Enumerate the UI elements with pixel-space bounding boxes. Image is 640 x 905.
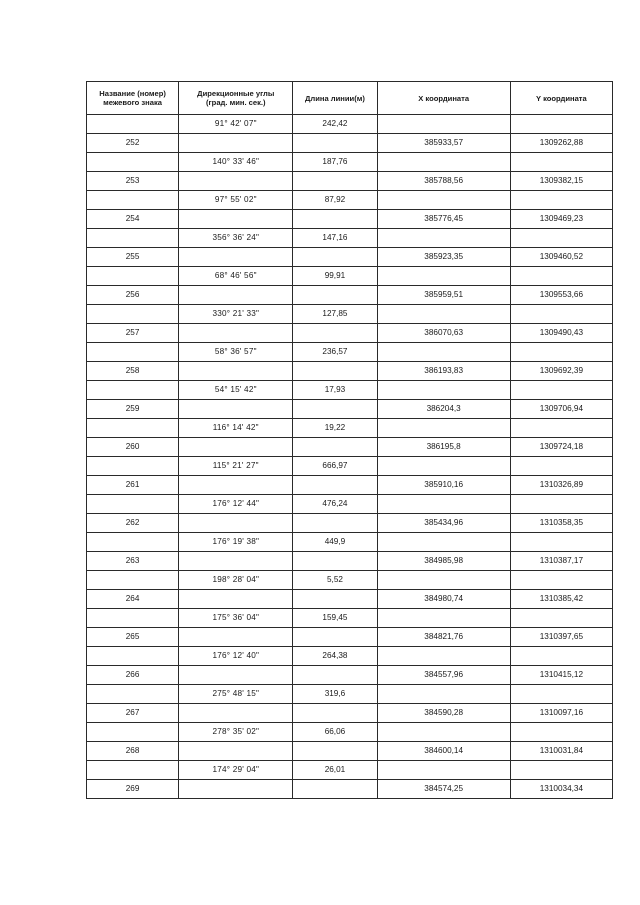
point-name-cell: [87, 685, 179, 704]
x-coordinate-cell: [377, 229, 510, 248]
y-coordinate-cell: [510, 115, 612, 134]
y-coordinate-cell: 1310326,89: [510, 476, 612, 495]
header-line-length: Длина линии(м): [293, 82, 377, 115]
y-coordinate-cell: [510, 685, 612, 704]
line-length-cell: [293, 590, 377, 609]
point-row: [87, 742, 613, 761]
y-coordinate-cell: 1309469,23: [510, 210, 612, 229]
x-coordinate-cell: [377, 419, 510, 438]
bearing-cell: [179, 552, 293, 571]
line-length-cell: [293, 628, 377, 647]
line-length-cell: 19,22: [293, 419, 377, 438]
segment-row: [87, 571, 613, 590]
point-row: [87, 514, 613, 533]
point-name-cell: [87, 229, 179, 248]
segment-row: [87, 267, 613, 286]
y-coordinate-cell: [510, 343, 612, 362]
point-name-cell: [87, 343, 179, 362]
bearing-cell: [179, 780, 293, 799]
point-name-cell: [87, 723, 179, 742]
y-coordinate-cell: [510, 191, 612, 210]
x-coordinate-cell: 385776,45: [377, 210, 510, 229]
segment-row: [87, 457, 613, 476]
point-name-cell: [87, 495, 179, 514]
segment-row: [87, 495, 613, 514]
line-length-cell: 666,97: [293, 457, 377, 476]
bearing-cell: [179, 400, 293, 419]
point-row: [87, 438, 613, 457]
point-row: [87, 210, 613, 229]
y-coordinate-cell: [510, 305, 612, 324]
bearing-cell: [179, 324, 293, 343]
point-name-cell: 253: [87, 172, 179, 191]
point-name-cell: 255: [87, 248, 179, 267]
line-length-cell: 147,16: [293, 229, 377, 248]
point-name-cell: 262: [87, 514, 179, 533]
x-coordinate-cell: 385434,96: [377, 514, 510, 533]
bearing-cell: 198° 28' 04": [179, 571, 293, 590]
y-coordinate-cell: 1309692,39: [510, 362, 612, 381]
x-coordinate-cell: 386070,63: [377, 324, 510, 343]
boundary-coordinates-table: [86, 81, 613, 799]
line-length-cell: 99,91: [293, 267, 377, 286]
bearing-cell: 91° 42' 07": [179, 115, 293, 134]
x-coordinate-cell: 386204,3: [377, 400, 510, 419]
x-coordinate-cell: 384600,14: [377, 742, 510, 761]
table-body: [87, 115, 613, 799]
line-length-cell: 5,52: [293, 571, 377, 590]
point-row: [87, 628, 613, 647]
line-length-cell: 127,85: [293, 305, 377, 324]
point-name-cell: 261: [87, 476, 179, 495]
bearing-cell: 330° 21' 33": [179, 305, 293, 324]
point-name-cell: 260: [87, 438, 179, 457]
line-length-cell: 187,76: [293, 153, 377, 172]
bearing-cell: [179, 248, 293, 267]
x-coordinate-cell: [377, 191, 510, 210]
point-name-cell: [87, 153, 179, 172]
line-length-cell: 236,57: [293, 343, 377, 362]
bearing-cell: 278° 35' 02": [179, 723, 293, 742]
line-length-cell: [293, 438, 377, 457]
x-coordinate-cell: [377, 153, 510, 172]
y-coordinate-cell: [510, 419, 612, 438]
line-length-cell: [293, 248, 377, 267]
x-coordinate-cell: [377, 647, 510, 666]
point-row: [87, 552, 613, 571]
y-coordinate-cell: [510, 229, 612, 248]
x-coordinate-cell: [377, 343, 510, 362]
line-length-cell: [293, 172, 377, 191]
bearing-cell: 175° 36' 04": [179, 609, 293, 628]
line-length-cell: [293, 286, 377, 305]
bearing-cell: [179, 438, 293, 457]
line-length-cell: [293, 742, 377, 761]
point-row: [87, 248, 613, 267]
line-length-cell: 449,9: [293, 533, 377, 552]
point-name-cell: 254: [87, 210, 179, 229]
header-point-name: Название (номер) межевого знака: [87, 82, 179, 115]
bearing-cell: 54° 15' 42": [179, 381, 293, 400]
y-coordinate-cell: 1309706,94: [510, 400, 612, 419]
point-name-cell: 252: [87, 134, 179, 153]
bearing-cell: 356° 36' 24": [179, 229, 293, 248]
x-coordinate-cell: 384590,28: [377, 704, 510, 723]
point-name-cell: 259: [87, 400, 179, 419]
line-length-cell: 17,93: [293, 381, 377, 400]
line-length-cell: [293, 324, 377, 343]
point-name-cell: [87, 305, 179, 324]
bearing-cell: 275° 48' 15": [179, 685, 293, 704]
x-coordinate-cell: 386193,83: [377, 362, 510, 381]
y-coordinate-cell: [510, 723, 612, 742]
x-coordinate-cell: 385959,51: [377, 286, 510, 305]
header-bearing: Дирекционные углы (град. мин. сек.): [179, 82, 293, 115]
point-name-cell: [87, 457, 179, 476]
line-length-cell: [293, 552, 377, 571]
y-coordinate-cell: 1309382,15: [510, 172, 612, 191]
line-length-cell: 264,38: [293, 647, 377, 666]
bearing-cell: 116° 14' 42": [179, 419, 293, 438]
x-coordinate-cell: 384557,96: [377, 666, 510, 685]
segment-row: [87, 381, 613, 400]
point-name-cell: 264: [87, 590, 179, 609]
x-coordinate-cell: 385933,57: [377, 134, 510, 153]
segment-row: [87, 115, 613, 134]
segment-row: [87, 191, 613, 210]
line-length-cell: [293, 476, 377, 495]
point-row: [87, 780, 613, 799]
y-coordinate-cell: [510, 457, 612, 476]
line-length-cell: 242,42: [293, 115, 377, 134]
line-length-cell: [293, 362, 377, 381]
segment-row: [87, 419, 613, 438]
point-name-cell: 269: [87, 780, 179, 799]
y-coordinate-cell: [510, 571, 612, 590]
y-coordinate-cell: [510, 761, 612, 780]
bearing-cell: [179, 476, 293, 495]
bearing-cell: [179, 704, 293, 723]
y-coordinate-cell: 1310385,42: [510, 590, 612, 609]
bearing-cell: 176° 12' 44": [179, 495, 293, 514]
line-length-cell: [293, 704, 377, 723]
point-name-cell: 268: [87, 742, 179, 761]
bearing-cell: [179, 590, 293, 609]
bearing-cell: 176° 12' 40": [179, 647, 293, 666]
line-length-cell: [293, 666, 377, 685]
line-length-cell: 26,01: [293, 761, 377, 780]
y-coordinate-cell: 1309724,18: [510, 438, 612, 457]
x-coordinate-cell: [377, 685, 510, 704]
bearing-cell: 140° 33' 46": [179, 153, 293, 172]
point-name-cell: 266: [87, 666, 179, 685]
segment-row: [87, 723, 613, 742]
line-length-cell: 476,24: [293, 495, 377, 514]
point-row: [87, 362, 613, 381]
x-coordinate-cell: [377, 115, 510, 134]
point-name-cell: [87, 381, 179, 400]
y-coordinate-cell: [510, 533, 612, 552]
segment-row: [87, 343, 613, 362]
point-name-cell: 263: [87, 552, 179, 571]
y-coordinate-cell: 1309262,88: [510, 134, 612, 153]
y-coordinate-cell: 1310397,65: [510, 628, 612, 647]
point-row: [87, 704, 613, 723]
point-name-cell: 265: [87, 628, 179, 647]
bearing-cell: 115° 21' 27": [179, 457, 293, 476]
x-coordinate-cell: [377, 609, 510, 628]
x-coordinate-cell: [377, 381, 510, 400]
bearing-cell: [179, 286, 293, 305]
x-coordinate-cell: 385923,35: [377, 248, 510, 267]
table-header-row: [87, 82, 613, 115]
point-row: [87, 666, 613, 685]
y-coordinate-cell: [510, 381, 612, 400]
header-y-coordinate: Y координата: [510, 82, 612, 115]
line-length-cell: [293, 780, 377, 799]
point-name-cell: [87, 115, 179, 134]
segment-row: [87, 533, 613, 552]
point-name-cell: [87, 571, 179, 590]
point-name-cell: 258: [87, 362, 179, 381]
line-length-cell: [293, 400, 377, 419]
bearing-cell: 68° 46' 56": [179, 267, 293, 286]
y-coordinate-cell: 1310415,12: [510, 666, 612, 685]
y-coordinate-cell: [510, 647, 612, 666]
y-coordinate-cell: 1310031,84: [510, 742, 612, 761]
y-coordinate-cell: 1310034,34: [510, 780, 612, 799]
point-row: [87, 324, 613, 343]
bearing-cell: [179, 742, 293, 761]
point-row: [87, 476, 613, 495]
line-length-cell: 87,92: [293, 191, 377, 210]
point-row: [87, 172, 613, 191]
point-name-cell: 257: [87, 324, 179, 343]
bearing-cell: [179, 134, 293, 153]
x-coordinate-cell: 384574,25: [377, 780, 510, 799]
y-coordinate-cell: 1309460,52: [510, 248, 612, 267]
line-length-cell: [293, 514, 377, 533]
bearing-cell: 176° 19' 38": [179, 533, 293, 552]
y-coordinate-cell: [510, 153, 612, 172]
line-length-cell: 66,06: [293, 723, 377, 742]
segment-row: [87, 229, 613, 248]
x-coordinate-cell: 385788,56: [377, 172, 510, 191]
x-coordinate-cell: [377, 723, 510, 742]
y-coordinate-cell: 1310358,35: [510, 514, 612, 533]
y-coordinate-cell: [510, 495, 612, 514]
line-length-cell: [293, 134, 377, 153]
x-coordinate-cell: 384985,98: [377, 552, 510, 571]
point-name-cell: [87, 267, 179, 286]
line-length-cell: [293, 210, 377, 229]
point-name-cell: [87, 761, 179, 780]
segment-row: [87, 153, 613, 172]
y-coordinate-cell: 1310097,16: [510, 704, 612, 723]
y-coordinate-cell: 1309490,43: [510, 324, 612, 343]
bearing-cell: [179, 666, 293, 685]
point-name-cell: [87, 419, 179, 438]
point-name-cell: 256: [87, 286, 179, 305]
segment-row: [87, 761, 613, 780]
point-row: [87, 590, 613, 609]
x-coordinate-cell: [377, 267, 510, 286]
y-coordinate-cell: 1309553,66: [510, 286, 612, 305]
segment-row: [87, 305, 613, 324]
x-coordinate-cell: 384821,76: [377, 628, 510, 647]
bearing-cell: 58° 36' 57": [179, 343, 293, 362]
point-name-cell: [87, 609, 179, 628]
bearing-cell: [179, 628, 293, 647]
y-coordinate-cell: [510, 267, 612, 286]
line-length-cell: 319,6: [293, 685, 377, 704]
point-row: [87, 134, 613, 153]
x-coordinate-cell: [377, 305, 510, 324]
x-coordinate-cell: 385910,16: [377, 476, 510, 495]
point-name-cell: [87, 647, 179, 666]
y-coordinate-cell: 1310387,17: [510, 552, 612, 571]
segment-row: [87, 609, 613, 628]
bearing-cell: 97° 55' 02": [179, 191, 293, 210]
x-coordinate-cell: [377, 495, 510, 514]
point-name-cell: [87, 533, 179, 552]
bearing-cell: [179, 210, 293, 229]
header-x-coordinate: X координата: [377, 82, 510, 115]
x-coordinate-cell: [377, 571, 510, 590]
segment-row: [87, 647, 613, 666]
x-coordinate-cell: 386195,8: [377, 438, 510, 457]
bearing-cell: [179, 172, 293, 191]
line-length-cell: 159,45: [293, 609, 377, 628]
point-name-cell: 267: [87, 704, 179, 723]
bearing-cell: 174° 29' 04": [179, 761, 293, 780]
y-coordinate-cell: [510, 609, 612, 628]
point-name-cell: [87, 191, 179, 210]
point-row: [87, 286, 613, 305]
x-coordinate-cell: 384980,74: [377, 590, 510, 609]
bearing-cell: [179, 362, 293, 381]
x-coordinate-cell: [377, 761, 510, 780]
bearing-cell: [179, 514, 293, 533]
x-coordinate-cell: [377, 533, 510, 552]
x-coordinate-cell: [377, 457, 510, 476]
segment-row: [87, 685, 613, 704]
point-row: [87, 400, 613, 419]
